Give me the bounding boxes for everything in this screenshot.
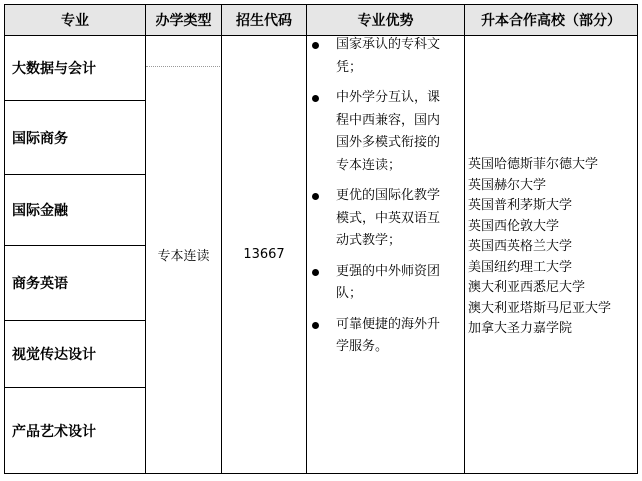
advantage-line: 中外学分互认，课: [336, 90, 441, 105]
advantage-item: [304, 34, 464, 79]
major-cell: 国际金融: [12, 203, 68, 219]
major-cell: 商务英语: [12, 276, 68, 292]
school-name: 美国纽约理工大学: [468, 259, 573, 275]
partner-schools-list: [466, 155, 636, 340]
major-cell: 大数据与会计: [12, 61, 96, 77]
advantage-line: 更强的中外师资团: [336, 263, 441, 279]
advantage-line: 国家承认的专科文: [336, 37, 441, 52]
bullet-icon: [312, 322, 319, 329]
advantage-line: 更优的国际化教学: [336, 188, 441, 203]
advantage-item: [304, 261, 464, 306]
major-cell: 视觉传达设计: [12, 347, 96, 363]
header-major: 专业: [5, 5, 145, 35]
header-partner-schools: 升本合作高校（部分）: [465, 5, 637, 35]
dotted-separator: [146, 66, 220, 67]
advantage-line: 凭；: [336, 59, 363, 75]
bullet-icon: [312, 42, 319, 49]
advantage-line: 动式教学；: [336, 233, 402, 248]
advantage-line: 学服务。: [336, 339, 389, 354]
advantage-item: [304, 185, 464, 253]
advantages-list: [304, 34, 464, 367]
bullet-icon: [312, 193, 319, 200]
advantage-line: 队；: [336, 286, 363, 301]
major-cell: 产品艺术设计: [12, 423, 96, 440]
advantage-line: 可靠便捷的海外升: [336, 316, 441, 332]
header-enroll-code: 招生代码: [222, 5, 306, 35]
school-name: 英国哈德斯菲尔德大学: [468, 157, 599, 172]
program-type-cell: 专本连读: [157, 249, 210, 264]
school-name: 澳大利亚西悉尼大学: [468, 280, 586, 295]
school-name: 加拿大圣力嘉学院: [468, 321, 573, 336]
advantage-line: 模式，中英双语互: [336, 210, 441, 226]
school-name: 英国赫尔大学: [468, 177, 547, 193]
bullet-icon: [312, 95, 319, 102]
school-name: 澳大利亚塔斯马尼亚大学: [468, 300, 612, 316]
bullet-icon: [312, 269, 319, 276]
advantage-line: 国外多模式衔接的: [336, 135, 441, 150]
school-name: 英国普利茅斯大学: [468, 198, 573, 213]
enroll-code-cell: 13667: [243, 247, 285, 262]
advantage-item: [304, 87, 464, 177]
major-cell: 国际商务: [12, 130, 68, 147]
advantage-line: 专本连读；: [336, 157, 402, 173]
header-advantages: 专业优势: [307, 5, 464, 35]
school-name: 英国西伦敦大学: [468, 218, 560, 234]
school-name: 英国西英格兰大学: [468, 239, 573, 254]
header-program-type: 办学类型: [146, 5, 221, 35]
advantage-line: 程中西兼容，国内: [336, 112, 441, 128]
column-divider: [464, 5, 465, 473]
advantage-item: [304, 314, 464, 359]
